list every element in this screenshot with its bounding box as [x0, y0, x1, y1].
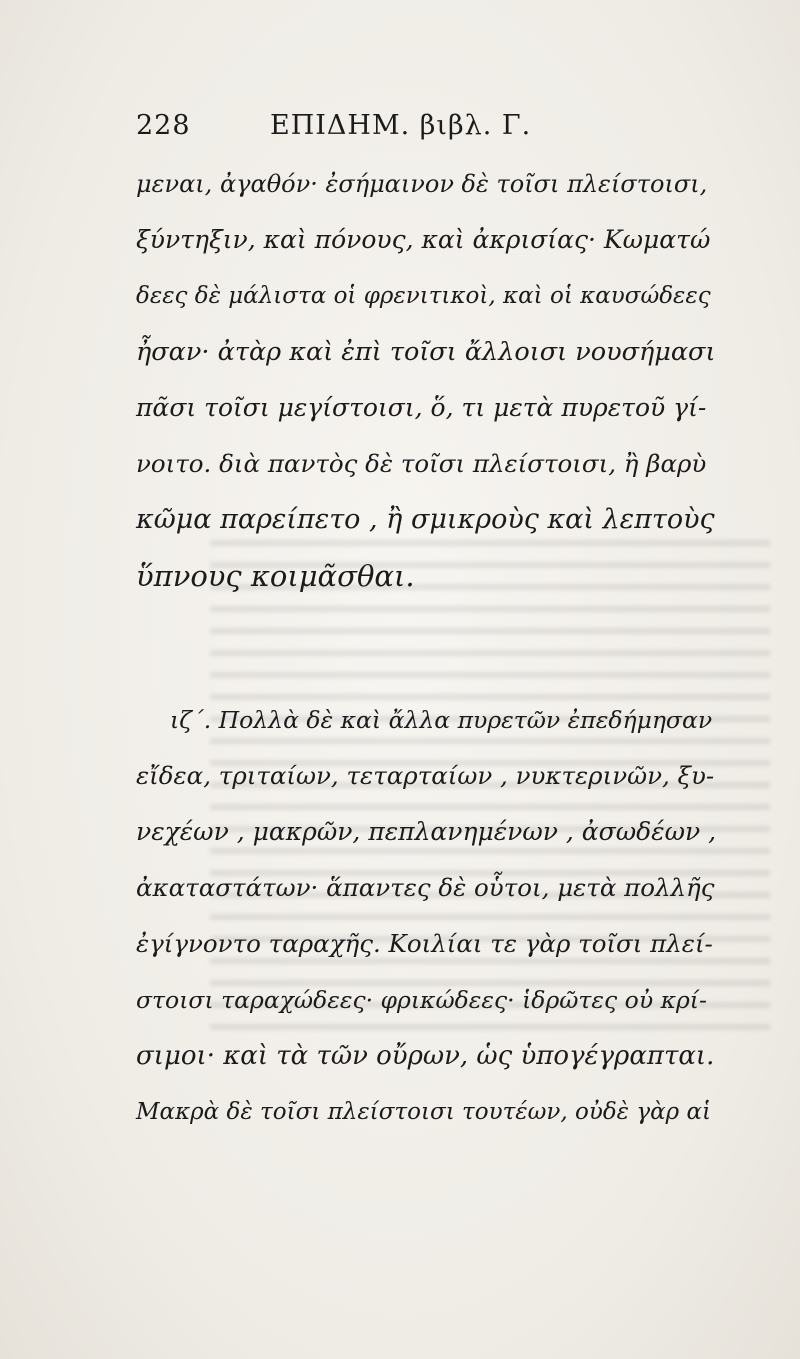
text-line: στοισι ταραχώδεες· φρικώδεες· ἱδρῶτες οὐ κρί-	[136, 986, 707, 1014]
text-line: νεχέων , μακρῶν, πεπλανημένων , ἀσωδέων ,	[136, 817, 717, 846]
paragraph-1	[136, 156, 716, 604]
text-line: ἀκαταστάτων· ἅπαντες δὲ οὗτοι, μετὰ πολλῆς	[136, 873, 715, 902]
paragraph-2	[136, 692, 716, 1140]
text-line: ιζ΄. Πολλὰ δὲ καὶ ἄλλα πυρετῶν ἐπεδήμησαν	[170, 706, 713, 734]
page-number: 228	[136, 110, 191, 141]
text-line: Μακρὰ δὲ τοῖσι πλείστοισι τουτέων, οὐδὲ γὰρ αἱ	[136, 1099, 711, 1125]
text-line: ἐγίγνοντο ταραχῆς. Κοιλίαι τε γὰρ τοῖσι πλεί-	[136, 929, 713, 958]
text-line: σιμοι· καὶ τὰ τῶν οὔρων, ὡς ὑπογέγραπται.	[136, 1041, 715, 1071]
text-line: ὕπνους κοιμᾶσθαι.	[136, 559, 415, 593]
text-line: νοιτο. διὰ παντὸς δὲ τοῖσι πλείστοισι, ἢ βαρὺ	[136, 449, 707, 478]
text-line: μεναι, ἀγαθόν· ἐσήμαινον δὲ τοῖσι πλείστοισι,	[136, 170, 708, 198]
text-line: ἦσαν· ἀτὰρ καὶ ἐπὶ τοῖσι ἄλλοισι νουσήμασι	[136, 337, 716, 367]
text-line: πᾶσι τοῖσι μεγίστοισι, ὅ, τι μετὰ πυρετοῦ γί-	[136, 393, 707, 422]
running-title: ΕΠΙΔΗΜ. βιβλ. Γ.	[270, 110, 532, 141]
text-line: δεες δὲ μάλιστα οἱ φρενιτικοὶ, καὶ οἱ καυσώδεες	[136, 283, 711, 309]
text-line: εἴδεα, τριταίων, τεταρταίων , νυκτερινῶν, ξυ-	[136, 761, 715, 790]
text-line: ξύντηξιν, καὶ πόνους, καὶ ἀκρισίας· Κωματώ	[136, 225, 711, 254]
page-header	[136, 110, 696, 150]
text-line: κῶμα παρείπετο , ἢ σμικροὺς καὶ λεπτοὺς	[136, 504, 715, 535]
